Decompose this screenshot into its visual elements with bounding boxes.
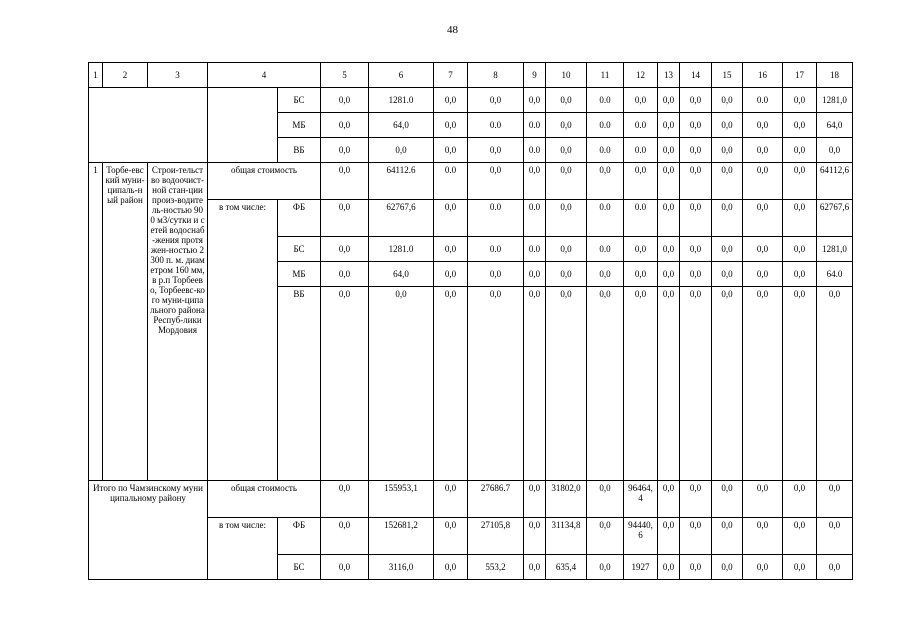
- value-cell: 0,0: [783, 287, 817, 481]
- value-cell: 0,0: [321, 163, 369, 200]
- value-cell: 0,0: [321, 555, 369, 580]
- value-cell: 31802,0: [546, 481, 587, 518]
- value-cell: 0,0: [524, 262, 546, 287]
- header-cell: 10: [546, 63, 587, 88]
- empty-cell: [89, 88, 208, 163]
- value-cell: 0,0: [743, 113, 783, 138]
- value-cell: 0,0: [680, 88, 712, 113]
- value-cell: 0,0: [546, 138, 587, 163]
- value-cell: 0,0: [658, 237, 680, 262]
- total-cost-label: общая стоимость: [208, 163, 321, 200]
- header-cell: 15: [712, 63, 743, 88]
- value-cell: 152681,2: [369, 518, 434, 555]
- value-cell: 0,0: [321, 287, 369, 481]
- value-cell: 0.0: [587, 113, 624, 138]
- value-cell: 0,0: [434, 555, 468, 580]
- value-cell: 0,0: [712, 88, 743, 113]
- header-cell: 7: [434, 63, 468, 88]
- value-cell: 0,0: [434, 287, 468, 481]
- value-cell: 0,0: [712, 518, 743, 555]
- value-cell: 0.0: [468, 200, 524, 237]
- value-cell: 0,0: [546, 163, 587, 200]
- value-cell: 0,0: [587, 287, 624, 481]
- source-cell: ФБ: [278, 200, 321, 237]
- value-cell: 0,0: [680, 262, 712, 287]
- value-cell: 64112.6: [369, 163, 434, 200]
- value-cell: 1281,0: [817, 88, 853, 113]
- value-cell: 0,0: [783, 518, 817, 555]
- value-cell: 0,0: [587, 518, 624, 555]
- source-cell: ФБ: [278, 518, 321, 555]
- value-cell: 0,0: [817, 555, 853, 580]
- value-cell: 0,0: [712, 113, 743, 138]
- value-cell: 0.0: [624, 200, 658, 237]
- value-cell: 0,0: [658, 138, 680, 163]
- value-cell: 0.0: [434, 163, 468, 200]
- value-cell: 0,0: [434, 88, 468, 113]
- value-cell: 0,0: [658, 518, 680, 555]
- value-cell: 0,0: [524, 88, 546, 113]
- value-cell: 0,0: [624, 287, 658, 481]
- value-cell: 553,2: [468, 555, 524, 580]
- including-label: в том числе:: [208, 200, 278, 481]
- value-cell: 0,0: [783, 113, 817, 138]
- value-cell: 0,0: [680, 287, 712, 481]
- value-cell: 0,0: [658, 287, 680, 481]
- value-cell: 0,0: [624, 262, 658, 287]
- value-cell: 0,0: [712, 163, 743, 200]
- value-cell: 0.0: [743, 88, 783, 113]
- value-cell: 0,0: [624, 88, 658, 113]
- value-cell: 0,0: [321, 237, 369, 262]
- value-cell: 0,0: [783, 555, 817, 580]
- value-cell: 0,0: [743, 237, 783, 262]
- value-cell: 0,0: [658, 200, 680, 237]
- project-description: Строи-тельство водоочист-ной стан-ции произ-водитель-ностью 900 м3/сутки и сетей водоснаб-жения протяжен-ностью 2300 п. м. диаметром 160 мм, в р.п Торбеево, Торбеевс-кого муни-ципального района Респуб-лики Мордовия: [148, 163, 208, 481]
- header-cell: 11: [587, 63, 624, 88]
- total-label: Итого по Чамзинскому муниципальному району: [89, 481, 208, 580]
- value-cell: 1927: [624, 555, 658, 580]
- value-cell: 0.0: [587, 138, 624, 163]
- value-cell: 0,0: [468, 262, 524, 287]
- value-cell: 0,0: [680, 518, 712, 555]
- value-cell: 0,0: [783, 138, 817, 163]
- value-cell: 0,0: [587, 555, 624, 580]
- value-cell: 155953,1: [369, 481, 434, 518]
- value-cell: 0,0: [369, 138, 434, 163]
- value-cell: 0,0: [743, 481, 783, 518]
- source-cell: ВБ: [278, 138, 321, 163]
- district-name: Торбе-евский муни-ципаль-ный район: [103, 163, 148, 481]
- value-cell: 64112,6: [817, 163, 853, 200]
- value-cell: 0.0: [587, 200, 624, 237]
- value-cell: 64,0: [817, 113, 853, 138]
- value-cell: 0,0: [743, 262, 783, 287]
- value-cell: 0,0: [468, 88, 524, 113]
- value-cell: 0,0: [321, 518, 369, 555]
- value-cell: 0,0: [783, 262, 817, 287]
- value-cell: 0,0: [783, 481, 817, 518]
- value-cell: 96464,4: [624, 481, 658, 518]
- header-cell: 5: [321, 63, 369, 88]
- value-cell: 0,0: [658, 88, 680, 113]
- value-cell: 62767,6: [369, 200, 434, 237]
- value-cell: 0.0: [524, 200, 546, 237]
- value-cell: 0,0: [712, 262, 743, 287]
- value-cell: 0,0: [524, 163, 546, 200]
- header-cell: 4: [208, 63, 321, 88]
- value-cell: 0,0: [743, 555, 783, 580]
- empty-cell: [208, 88, 278, 163]
- value-cell: 0,0: [546, 237, 587, 262]
- value-cell: 0,0: [817, 138, 853, 163]
- value-cell: 0,0: [680, 555, 712, 580]
- value-cell: 0.0: [587, 88, 624, 113]
- value-cell: 0.0: [524, 138, 546, 163]
- header-row: [89, 63, 853, 88]
- source-cell: БС: [278, 88, 321, 113]
- header-cell: 13: [658, 63, 680, 88]
- value-cell: 0,0: [468, 287, 524, 481]
- value-cell: 0,0: [680, 113, 712, 138]
- value-cell: 0,0: [524, 555, 546, 580]
- value-cell: 64.0: [817, 262, 853, 287]
- value-cell: 0,0: [658, 555, 680, 580]
- value-cell: 0,0: [546, 200, 587, 237]
- table-row: [89, 88, 853, 113]
- table-row: [89, 481, 853, 518]
- value-cell: 0,0: [434, 518, 468, 555]
- source-cell: МБ: [278, 262, 321, 287]
- value-cell: 0,0: [712, 237, 743, 262]
- value-cell: 0,0: [743, 138, 783, 163]
- value-cell: 0,0: [321, 138, 369, 163]
- source-cell: БС: [278, 555, 321, 580]
- header-cell: 12: [624, 63, 658, 88]
- value-cell: 0,0: [321, 113, 369, 138]
- value-cell: 64,0: [369, 262, 434, 287]
- value-cell: 0,0: [624, 237, 658, 262]
- value-cell: 0.0: [524, 113, 546, 138]
- value-cell: 0,0: [680, 163, 712, 200]
- value-cell: 0,0: [712, 200, 743, 237]
- value-cell: 0,0: [783, 237, 817, 262]
- value-cell: 0,0: [524, 481, 546, 518]
- value-cell: 0,0: [524, 287, 546, 481]
- table-row: [89, 163, 853, 200]
- header-cell: 1: [89, 63, 103, 88]
- header-cell: 8: [468, 63, 524, 88]
- value-cell: 0.0: [524, 237, 546, 262]
- value-cell: 0,0: [817, 481, 853, 518]
- total-cost-label: общая стоимость: [208, 481, 321, 518]
- value-cell: 0,0: [434, 113, 468, 138]
- source-cell: БС: [278, 237, 321, 262]
- financing-table: [88, 62, 853, 580]
- value-cell: 94440,6: [624, 518, 658, 555]
- value-cell: 0.0: [624, 138, 658, 163]
- value-cell: 0,0: [817, 518, 853, 555]
- source-cell: ВБ: [278, 287, 321, 481]
- header-cell: 14: [680, 63, 712, 88]
- value-cell: 0,0: [680, 138, 712, 163]
- value-cell: 0,0: [624, 163, 658, 200]
- value-cell: 0,0: [712, 555, 743, 580]
- value-cell: 0,0: [817, 287, 853, 481]
- value-cell: 0,0: [587, 481, 624, 518]
- value-cell: 0,0: [546, 88, 587, 113]
- value-cell: 0,0: [546, 113, 587, 138]
- value-cell: 0,0: [546, 287, 587, 481]
- value-cell: 0,0: [468, 138, 524, 163]
- header-cell: 16: [743, 63, 783, 88]
- header-cell: 17: [783, 63, 817, 88]
- value-cell: 3116,0: [369, 555, 434, 580]
- value-cell: 0,0: [658, 113, 680, 138]
- value-cell: 0,0: [712, 138, 743, 163]
- value-cell: 0,0: [743, 163, 783, 200]
- value-cell: 0,0: [658, 481, 680, 518]
- value-cell: 0,0: [587, 163, 624, 200]
- value-cell: 0,0: [434, 262, 468, 287]
- value-cell: 0.0: [624, 113, 658, 138]
- value-cell: 31134,8: [546, 518, 587, 555]
- value-cell: 0,0: [743, 518, 783, 555]
- value-cell: 0.0: [468, 113, 524, 138]
- value-cell: 0,0: [680, 200, 712, 237]
- value-cell: 0,0: [434, 200, 468, 237]
- value-cell: 0,0: [743, 200, 783, 237]
- value-cell: 1281.0: [369, 88, 434, 113]
- value-cell: 0,0: [587, 262, 624, 287]
- value-cell: 1281,0: [817, 237, 853, 262]
- value-cell: 0.0: [468, 237, 524, 262]
- value-cell: 0,0: [434, 481, 468, 518]
- value-cell: 0,0: [468, 163, 524, 200]
- value-cell: 0,0: [524, 518, 546, 555]
- value-cell: 0,0: [321, 88, 369, 113]
- value-cell: 27105,8: [468, 518, 524, 555]
- header-cell: 3: [148, 63, 208, 88]
- header-cell: 18: [817, 63, 853, 88]
- value-cell: 0,0: [658, 262, 680, 287]
- value-cell: 0,0: [712, 481, 743, 518]
- value-cell: 0,0: [321, 481, 369, 518]
- value-cell: 0,0: [546, 262, 587, 287]
- value-cell: 0,0: [369, 287, 434, 481]
- value-cell: 0,0: [321, 200, 369, 237]
- value-cell: 0,0: [783, 163, 817, 200]
- value-cell: 0,0: [680, 481, 712, 518]
- header-cell: 6: [369, 63, 434, 88]
- value-cell: 62767,6: [817, 200, 853, 237]
- value-cell: 0,0: [434, 138, 468, 163]
- value-cell: 0.0: [587, 237, 624, 262]
- value-cell: 1281.0: [369, 237, 434, 262]
- value-cell: 0,0: [743, 287, 783, 481]
- value-cell: 64,0: [369, 113, 434, 138]
- source-cell: МБ: [278, 113, 321, 138]
- value-cell: 0,0: [680, 237, 712, 262]
- value-cell: 0,0: [783, 200, 817, 237]
- value-cell: 635,4: [546, 555, 587, 580]
- page-number: 48: [447, 24, 458, 36]
- header-cell: 9: [524, 63, 546, 88]
- header-cell: 2: [103, 63, 148, 88]
- value-cell: 0,0: [783, 88, 817, 113]
- value-cell: 0,0: [658, 163, 680, 200]
- value-cell: 0,0: [434, 237, 468, 262]
- value-cell: 0,0: [321, 262, 369, 287]
- including-label: в том числе:: [208, 518, 278, 580]
- row-number: 1: [89, 163, 103, 481]
- value-cell: 0,0: [712, 287, 743, 481]
- value-cell: 27686.7: [468, 481, 524, 518]
